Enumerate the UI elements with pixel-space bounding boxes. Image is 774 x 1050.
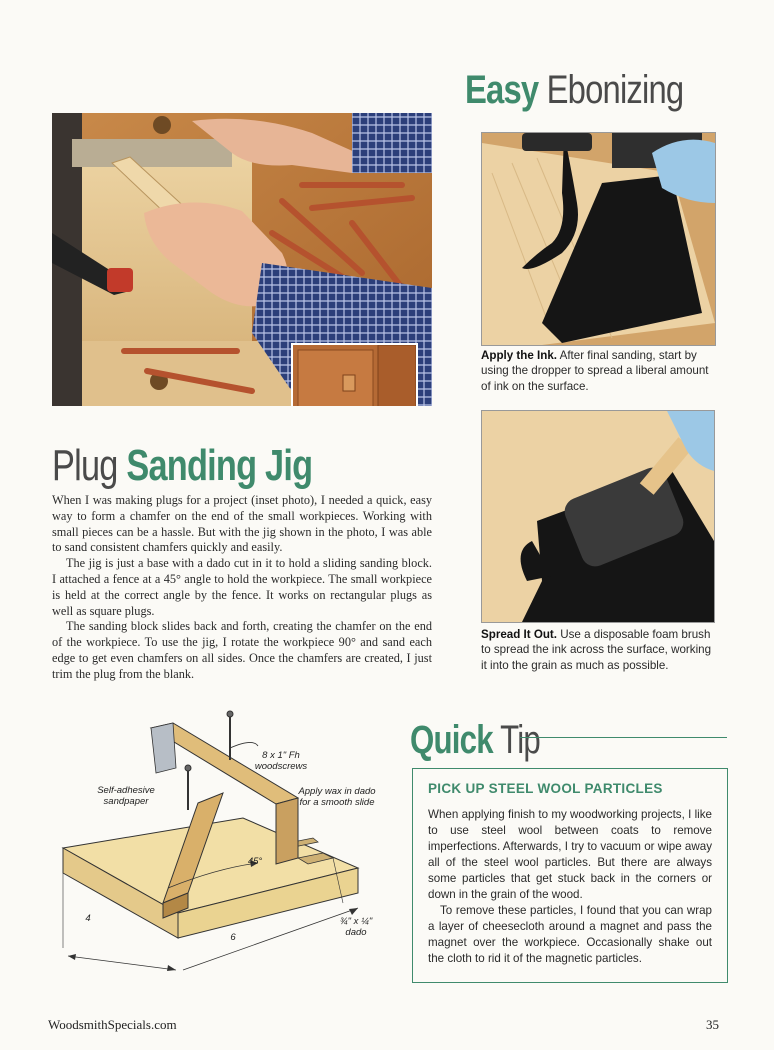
label-width: 6 [230, 932, 236, 943]
jig-title-accent: Sanding Jig [126, 441, 313, 490]
ebonizing-title-rest: Ebonizing [546, 68, 684, 112]
label-angle: 45° [247, 856, 263, 867]
jig-title-plain: Plug [52, 441, 118, 490]
jig-paragraph: When I was making plugs for a project (inset photo), I needed a quick, easy way to form a chamfer on the end of the small workpieces. Working with small pieces can be a hassle. But with the jig shown in the photo, I was able to sand consistent chamfers quickly and easily. [52, 493, 432, 555]
label-woodscrews: 8 x 1" Fh woodscrews [254, 750, 308, 772]
spread-ink-caption [481, 627, 714, 673]
quick-tip-rule [520, 737, 727, 738]
quick-tip-body [428, 807, 712, 967]
quick-tip-heading: PICK UP STEEL WOOL PARTICLES [428, 781, 663, 796]
jig-article-body [52, 493, 432, 683]
jig-paragraph: The sanding block slides back and forth, creating the chamfer on the end of the workpiece. To use the jig, I rotate the workpiece 90° and sand each edge to get even chamfers on all sides. Once the chamfers are created, I just trim the plug from the blank. [52, 619, 432, 681]
quick-tip-title-rest: Tip [500, 718, 540, 762]
label-depth: 4 [85, 913, 91, 924]
quick-tip-title-accent: Quick [410, 718, 493, 762]
apply-ink-caption-bold: Apply the Ink. [481, 349, 558, 362]
footer-site: WoodsmithSpecials.com [48, 1017, 177, 1032]
jig-paragraph: The jig is just a base with a dado cut in it to hold a sliding sanding block. I attached a fence at a 45° angle to hold the workpiece. The small workpiece is held at the correct angle by the fence. It works on rectangular plugs as well as square plugs. [52, 556, 432, 618]
footer-page-number: 35 [706, 1017, 719, 1032]
jig-diagram [58, 708, 398, 980]
label-dado: ¾" x ¼" dado [339, 916, 373, 938]
spread-ink-caption-text: Use a disposable foam brush to spread the ink across the surface, working it into the grain as much as possible. [481, 628, 712, 672]
quick-tip-box [412, 768, 728, 983]
sanding-jig-photo [52, 113, 432, 406]
jig-title [52, 440, 312, 492]
quick-tip-paragraph: To remove these particles, I found that you can wrap a layer of cheesecloth around a magnet and pass the magnet over the workpiece. Occasionally shake out the cloth to rid it of the magnetic particles. [428, 904, 712, 965]
quick-tip-title [410, 716, 540, 764]
apply-ink-photo [481, 132, 716, 346]
label-wax: Apply wax in dado for a smooth slide [298, 786, 376, 808]
ebonizing-title-accent: Easy [465, 68, 539, 112]
ebonizing-title [465, 66, 683, 114]
inset-plug-photo [291, 343, 418, 406]
quick-tip-paragraph: When applying finish to my woodworking projects, I like to use steel wool between coats to remove imperfections. Afterwards, I try to vacuum or wipe away all of the steel wool particles. But there are always some particles that get stuck back in the corners or down in the grain of the wood. [428, 808, 712, 901]
label-sandpaper: Self-adhesive sandpaper [97, 785, 155, 807]
apply-ink-caption [481, 348, 714, 394]
apply-ink-caption-text: After final sanding, start by using the dropper to spread a liberal amount of ink on the surface. [481, 349, 709, 393]
spread-ink-caption-bold: Spread It Out. [481, 628, 558, 641]
spread-ink-photo [481, 410, 715, 623]
